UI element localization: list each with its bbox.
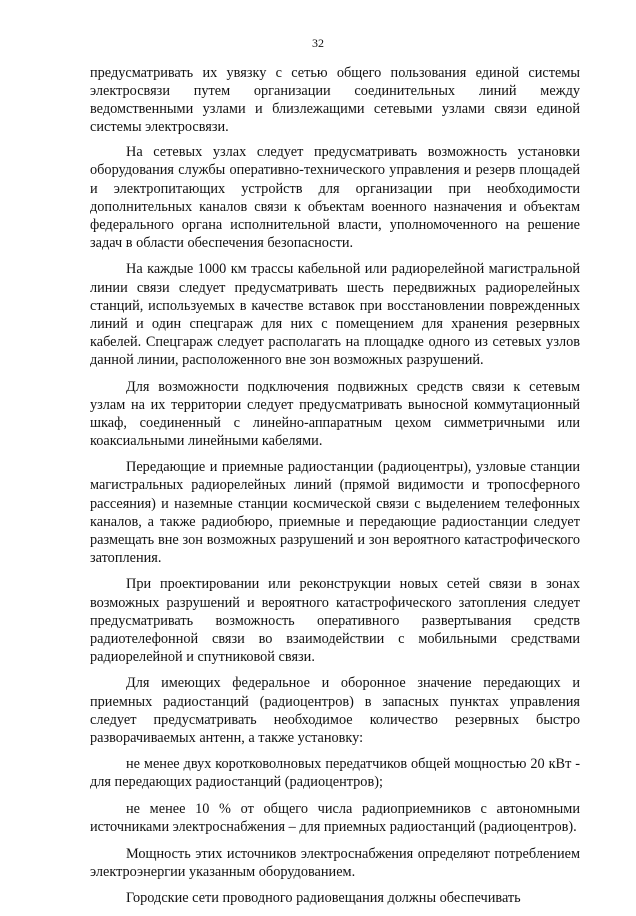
paragraph-3: На каждые 1000 км трассы кабельной или радиорелейной магистральной линии связи следует предусматривать шесть передвижных радиорелейных станций, используемых в качестве вставок при восстановлении поврежденных линий и один спецгараж для них с помещением для хранения резервных кабелей. Спецгараж следует располагать на площадке одного из сетевых узлов данной линии, расположенного вне зон возможных разрушений. xyxy=(90,261,580,368)
list-item-receivers: не менее 10 % от общего числа радиоприемников с автономными источниками электроснабжения – для приемных радиостанций (радиоцентров). xyxy=(90,800,580,836)
list-item-transmitters: не менее двух коротковолновых передатчиков общей мощностью 20 кВт - для передающих радиостанций (радиоцентров); xyxy=(90,756,580,791)
paragraph-6: При проектировании или реконструкции новых сетей связи в зонах возможных разрушений и вероятного катастрофического затопления следует предусматривать возможность оперативного развертывания средств радиотелефонной связи во взаимодействии с мобильными средствами радиорелейной и спутниковой связи. xyxy=(90,576,580,665)
paragraph-7: Для имеющих федеральное и оборонное значение передающих и приемных радиостанций (радиоцентров) в запасных пунктах управления следует предусматривать необходимое количество резервных быстро разворачиваемых антенн, а также установку: xyxy=(90,675,580,746)
paragraph-1: предусматривать их увязку с сетью общего пользования единой системы электросвязи путем организации соединительных линий между ведомственными узлами и близлежащими сетевыми узлами связи единой системы электросвязи. xyxy=(90,65,580,136)
document-body xyxy=(90,64,580,916)
paragraph-4: Для возможности подключения подвижных средств связи к сетевым узлам на их территории следует предусматривать выносной коммутационный шкаф, соединенный с линейно-аппаратным цехом симметричными или коаксиальными линейными кабелями. xyxy=(90,378,580,449)
paragraph-2: На сетевых узлах следует предусматривать возможность установки оборудования службы оперативно-технического управления и резерв площадей и электропитающих устройств для организации при необходимости дополнительных каналов связи к объектам военного назначения и объектам федерального органа исполнительной власти, уполномоченного на решение задач в области обеспечения безопасности. xyxy=(90,144,580,251)
paragraph-5: Передающие и приемные радиостанции (радиоцентры), узловые станции магистральных радиорелейных линий (прямой видимости и тропосферного рассеяния) и наземные станции космической связи с выделением телефонных каналов, а также радиобюро, приемные и передающие радиостанции следует размещать вне зон возможных разрушений и зон вероятного катастрофического затопления. xyxy=(90,459,580,566)
paragraph-9: Городские сети проводного радиовещания должны обеспечивать xyxy=(126,890,521,907)
paragraph-8: Мощность этих источников электроснабжения определяют потреблением электроэнергии указанным оборудованием. xyxy=(90,845,580,880)
page-number: 32 xyxy=(312,36,324,50)
